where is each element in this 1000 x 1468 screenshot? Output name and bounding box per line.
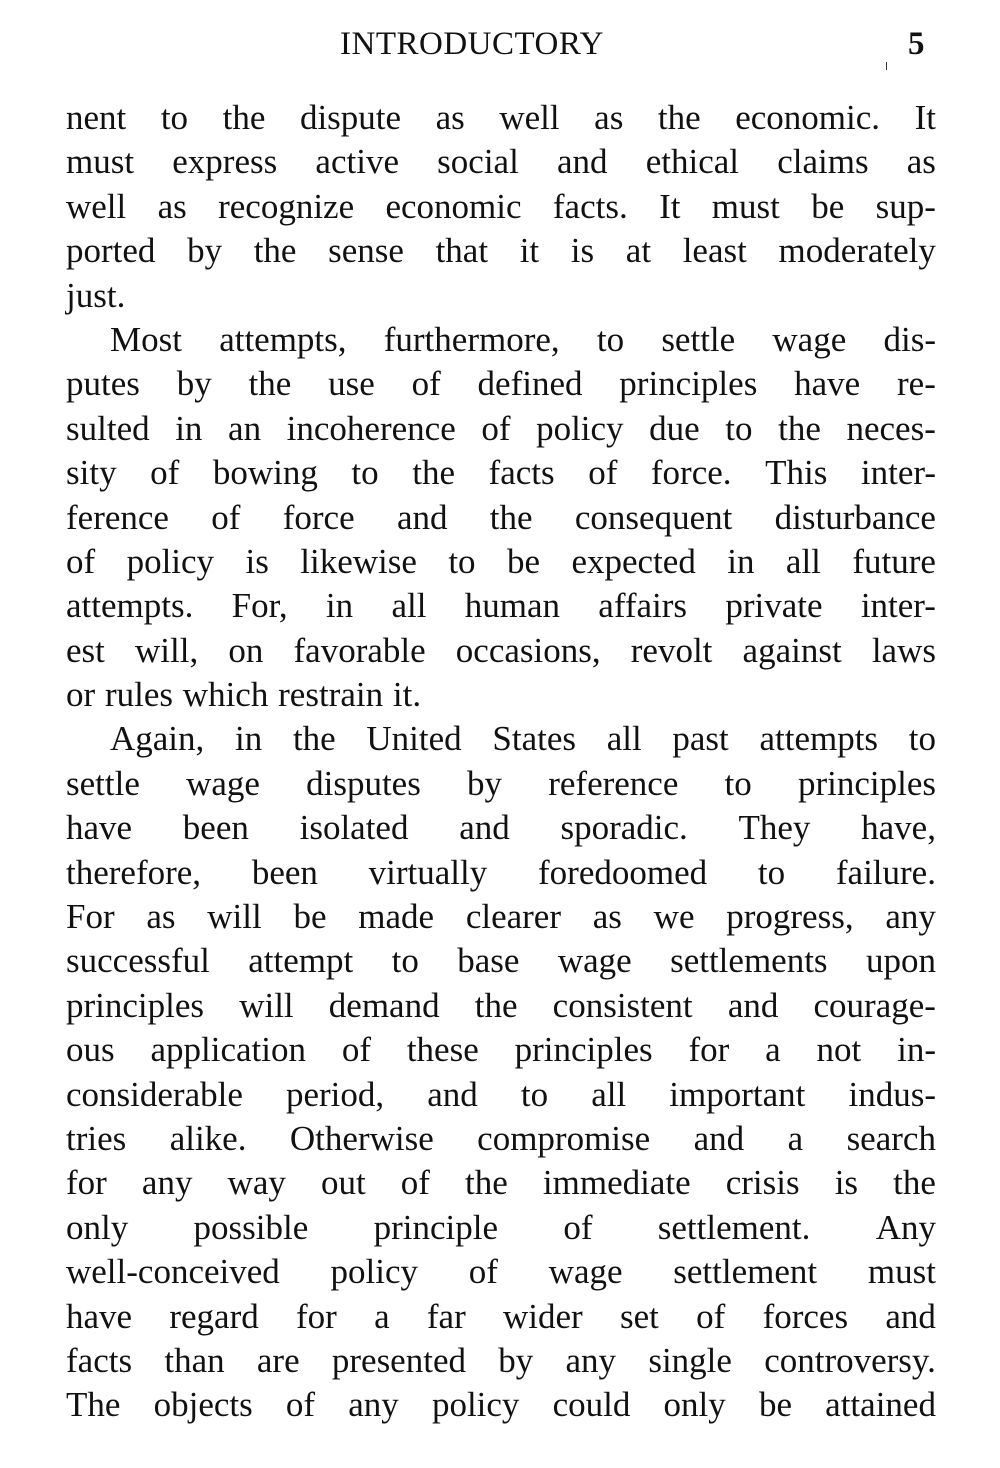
text-line: have been isolated and sporadic. They have, (66, 808, 936, 848)
running-head: INTRODUCTORY (340, 26, 604, 62)
text-line: ported by the sense that it is at least moderately (66, 231, 936, 271)
text-line: of policy is likewise to be expected in all future (66, 541, 936, 581)
text-line: have regard for a far wider set of forces and (66, 1296, 936, 1336)
text-line: attempts. For, in all human affairs private inter- (66, 586, 936, 626)
page-header (0, 22, 1000, 66)
text-line: The objects of any policy could only be attained (66, 1385, 936, 1425)
text-line: sity of bowing to the facts of force. This inter- (66, 453, 936, 493)
text-line: or rules which restrain it. (66, 675, 422, 715)
text-line: ous application of these principles for a not in- (66, 1030, 936, 1070)
text-line: putes by the use of defined principles have re- (66, 364, 936, 404)
print-mark (886, 62, 887, 70)
text-line: just. (66, 275, 126, 315)
text-line: facts than are presented by any single controversy. (66, 1340, 936, 1380)
text-line: well-conceived policy of wage settlement must (66, 1252, 936, 1292)
text-line: principles will demand the consistent and courage- (66, 985, 936, 1025)
text-line: considerable period, and to all important indus- (66, 1074, 936, 1114)
text-line: therefore, been virtually foredoomed to failure. (66, 852, 936, 892)
text-line: For as will be made clearer as we progress, any (66, 897, 936, 937)
text-line: well as recognize economic facts. It must be sup- (66, 186, 936, 226)
text-line: settle wage disputes by reference to principles (66, 763, 936, 803)
text-line: for any way out of the immediate crisis is the (66, 1163, 936, 1203)
text-line: must express active social and ethical claims as (66, 142, 936, 182)
text-line: Most attempts, furthermore, to settle wage dis- (110, 319, 936, 359)
text-line: ference of force and the consequent disturbance (66, 497, 936, 537)
text-line: Again, in the United States all past attempts to (110, 719, 936, 759)
page-number: 5 (908, 26, 925, 62)
text-line: successful attempt to base wage settlements upon (66, 941, 936, 981)
body-text (66, 96, 936, 1428)
text-line: sulted in an incoherence of policy due to the neces- (66, 408, 936, 448)
text-line: nent to the dispute as well as the economic. It (66, 98, 936, 137)
text-line: est will, on favorable occasions, revolt against laws (66, 630, 936, 670)
text-line: only possible principle of settlement. Any (66, 1207, 936, 1247)
text-line: tries alike. Otherwise compromise and a search (66, 1118, 936, 1158)
